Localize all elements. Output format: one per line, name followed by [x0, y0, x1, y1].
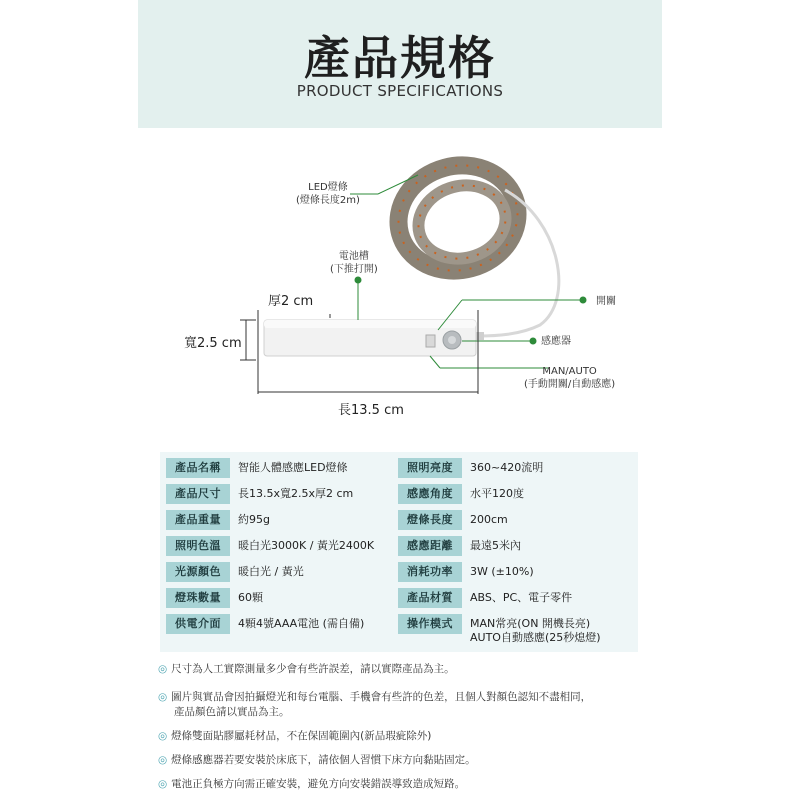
bullet-icon: ◎	[158, 691, 168, 703]
mode-label: MAN/AUTO (手動開關/自動感應)	[524, 366, 616, 390]
led-strip-label: LED燈條 (燈條長度2m)	[296, 182, 360, 206]
page-subtitle: PRODUCT SPECIFICATIONS	[296, 82, 504, 100]
battery-slot-label: 電池槽 (下推打開)	[330, 251, 378, 275]
width-dimension: 寬2.5 cm	[184, 336, 242, 351]
note-item: ◎ 燈條雙面貼膠屬耗材品，不在保固範圍內(新品瑕疵除外)	[158, 730, 432, 742]
bullet-icon: ◎	[158, 778, 168, 790]
bullet-icon: ◎	[158, 730, 168, 742]
page-title: 產品規格	[304, 31, 496, 85]
note-item: ◎ 圖片與實品會因拍攝燈光和每台電腦、手機會有些許的色差，且個人對顏色認知不盡相同， 產品顏色請以實品為主。	[158, 691, 592, 718]
note-item: ◎ 尺寸為人工實際測量多少會有些許誤差，請以實際產品為主。	[158, 663, 455, 675]
length-dimension: 長13.5 cm	[338, 403, 404, 418]
switch-icon	[426, 335, 435, 347]
thickness-dimension: 厚2 cm	[268, 294, 314, 309]
led-strip-coil	[387, 152, 530, 284]
switch-label: 開關	[596, 296, 616, 307]
sensor-label: 感應器	[541, 336, 571, 347]
spec-table: 產品名稱 智能人體感應LED燈條 產品尺寸 長13.5x寬2.5x厚2 cm 產品重量 約95g 照明色溫 暖白光3000K / 黃光2400K 光源顏色 暖白光 / 黃光 燈珠數量 60顆 供電介面 4顆4號AAA電池 (需自備) 照明亮度 360~420流明 感應角度 水平120度 燈條長度 200cm 感應距離 最遠5米內 消耗功率 3W (±10%) 產品材質 ABS、PC、電子零件 操作模式 MAN常亮(ON 開機長亮) AUTO自動感應(25秒熄燈)	[160, 452, 638, 652]
note-item: ◎ 電池正負極方向需正確安裝，避免方向安裝錯誤導致造成短路。	[158, 778, 466, 790]
bullet-icon: ◎	[158, 754, 168, 766]
note-item: ◎ 燈條感應器若要安裝於床底下，請依個人習慣下床方向黏貼固定。	[158, 754, 476, 766]
bullet-icon: ◎	[158, 663, 168, 675]
